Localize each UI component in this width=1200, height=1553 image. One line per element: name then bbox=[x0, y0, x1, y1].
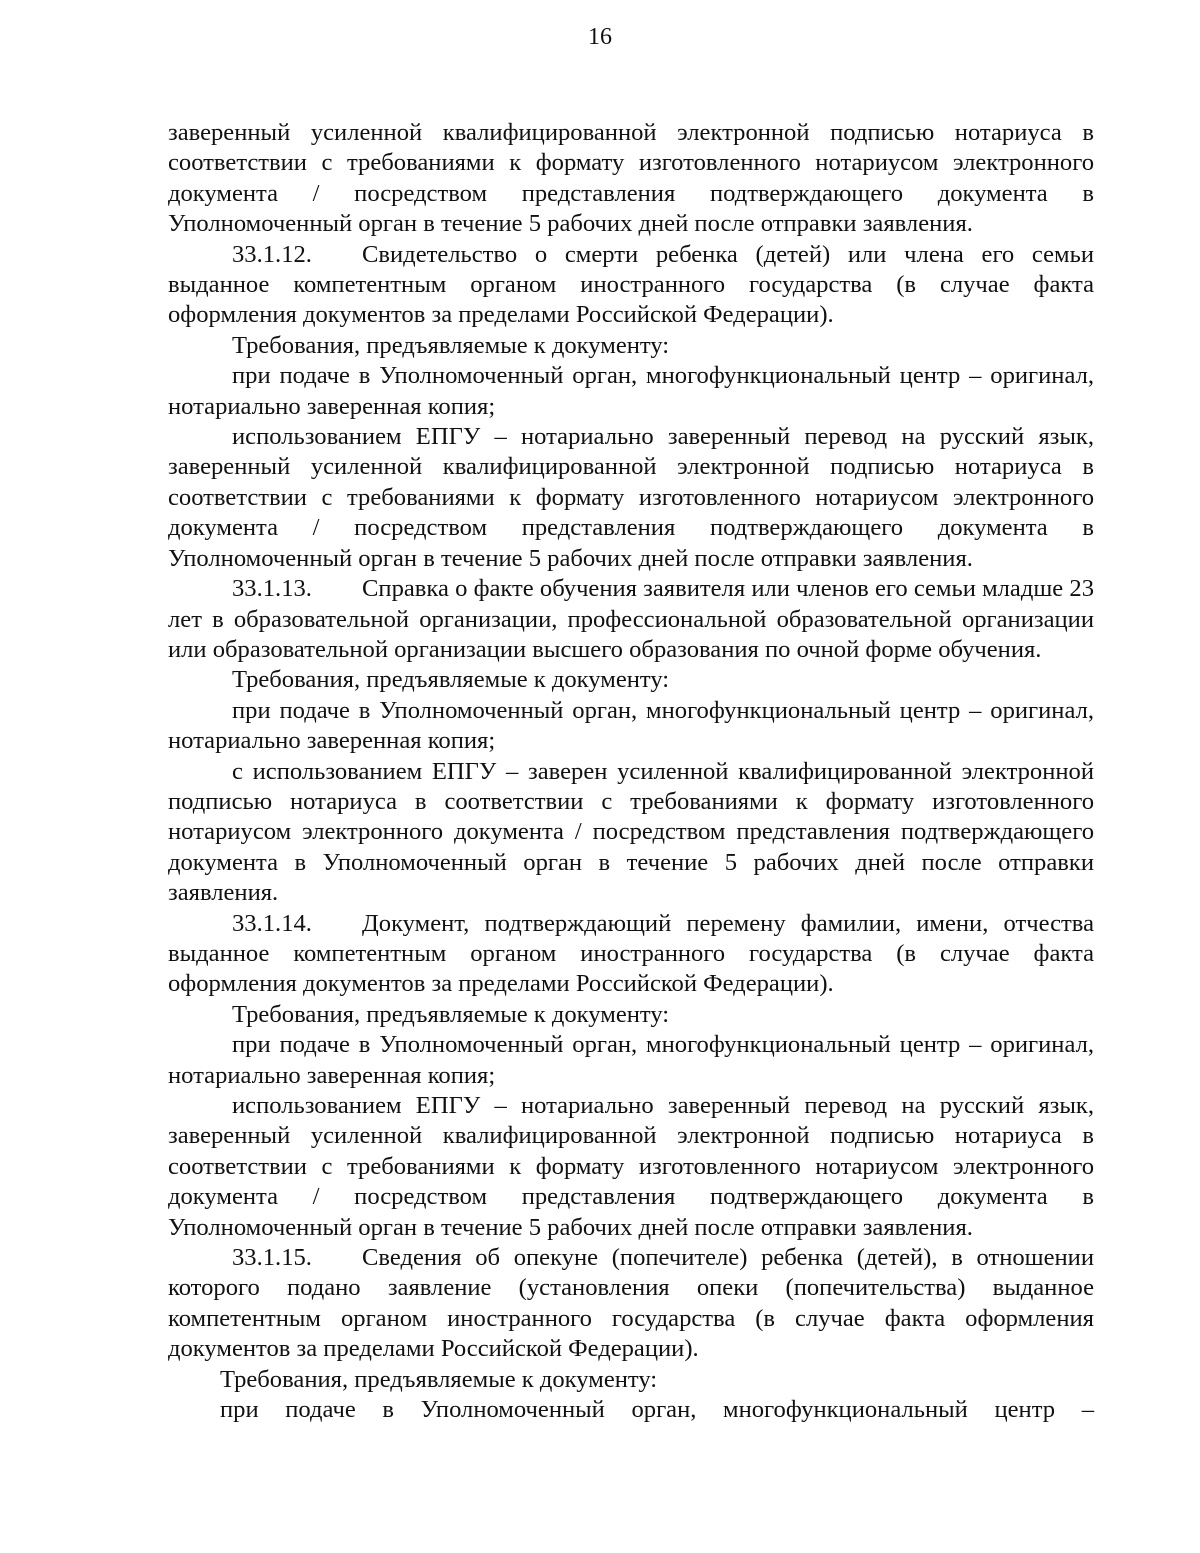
clause-text: Справка о факте обучения заявителя или членов его семьи младше 23 лет в образовательной организации, профессиональной образовательной организации или образовательной организации высшего образования по очной форме обучения. bbox=[168, 575, 1094, 663]
requirements-heading: Требования, предъявляемые к документу: bbox=[232, 1000, 670, 1028]
clause-number: 33.1.13. bbox=[232, 575, 312, 603]
clause-33-1-14 bbox=[168, 909, 1094, 1000]
clause-text: Документ, подтверждающий перемену фамилии, имени, отчества выданное компетентным органом иностранного государства (в случае факта оформления документов за пределами Российской Федерации). bbox=[168, 909, 1094, 998]
clause-33-1-13 bbox=[168, 574, 1094, 665]
clause-33-1-12 bbox=[168, 240, 1094, 331]
requirement-paragraph: использованием ЕПГУ – нотариально заверенный перевод на русский язык, заверенный усиленной квалифицированной электронной подписью нотариуса в соответствии с требованиями к формату изготовленного нотариусом электронного документа / посредством представления подтверждающего документа в Уполномоченный орган в течение 5 рабочих дней после отправки заявления. bbox=[168, 1092, 1094, 1241]
requirements-heading: Требования, предъявляемые к документу: bbox=[232, 331, 670, 359]
requirement-paragraph: использованием ЕПГУ – нотариально заверенный перевод на русский язык, заверенный усиленной квалифицированной электронной подписью нотариуса в соответствии с требованиями к формату изготовленного нотариусом электронного документа / посредством представления подтверждающего документа в Уполномоченный орган в течение 5 рабочих дней после отправки заявления. bbox=[168, 423, 1094, 572]
requirement-paragraph: при подаче в Уполномоченный орган, многофункциональный центр – оригинал, нотариально заверенная копия; bbox=[168, 1031, 1094, 1089]
requirement-paragraph: с использованием ЕПГУ – заверен усиленной квалифицированной электронной подписью нотариуса в соответствии с требованиями к формату изготовленного нотариусом электронного документа / посредством представления подтверждающего документа в Уполномоченный орган в течение 5 рабочих дней после отправки заявления. bbox=[168, 757, 1094, 907]
requirement-paragraph: при подаче в Уполномоченный орган, многофункциональный центр – оригинал, нотариально заверенная копия; bbox=[168, 696, 1094, 755]
requirements-heading: Требования, предъявляемые к документу: bbox=[220, 1365, 658, 1393]
clause-number: 33.1.15. bbox=[232, 1244, 312, 1272]
paragraph-continuation: заверенный усиленной квалифицированной электронной подписью нотариуса в соответствии с требованиями к формату изготовленного нотариусом электронного документа / посредством представления подтверждающего документа в Уполномоченный орган в течение 5 рабочих дней после отправки заявления. bbox=[168, 119, 1094, 238]
clause-number: 33.1.14. bbox=[232, 909, 312, 937]
page-number: 16 bbox=[588, 24, 612, 50]
requirement-paragraph: при подаче в Уполномоченный орган, многофункциональный центр – bbox=[220, 1396, 1094, 1424]
clause-33-1-15 bbox=[168, 1243, 1094, 1365]
clause-text: Сведения об опекуне (попечителе) ребенка (детей), в отношении которого подано заявление (установления опеки (попечительства) выданное компетентным органом иностранного государства (в случае факта оформления документов за пределами Российской Федерации). bbox=[168, 1244, 1094, 1363]
clause-text: Свидетельство о смерти ребенка (детей) или члена его семьи выданное компетентным органом иностранного государства (в случае факта оформления документов за пределами Российской Федерации). bbox=[168, 240, 1094, 329]
requirement-paragraph: при подаче в Уполномоченный орган, многофункциональный центр – оригинал, нотариально заверенная копия; bbox=[168, 362, 1094, 420]
clause-number: 33.1.12. bbox=[232, 240, 312, 268]
requirements-heading: Требования, предъявляемые к документу: bbox=[232, 666, 670, 694]
document-body bbox=[168, 118, 1094, 1425]
